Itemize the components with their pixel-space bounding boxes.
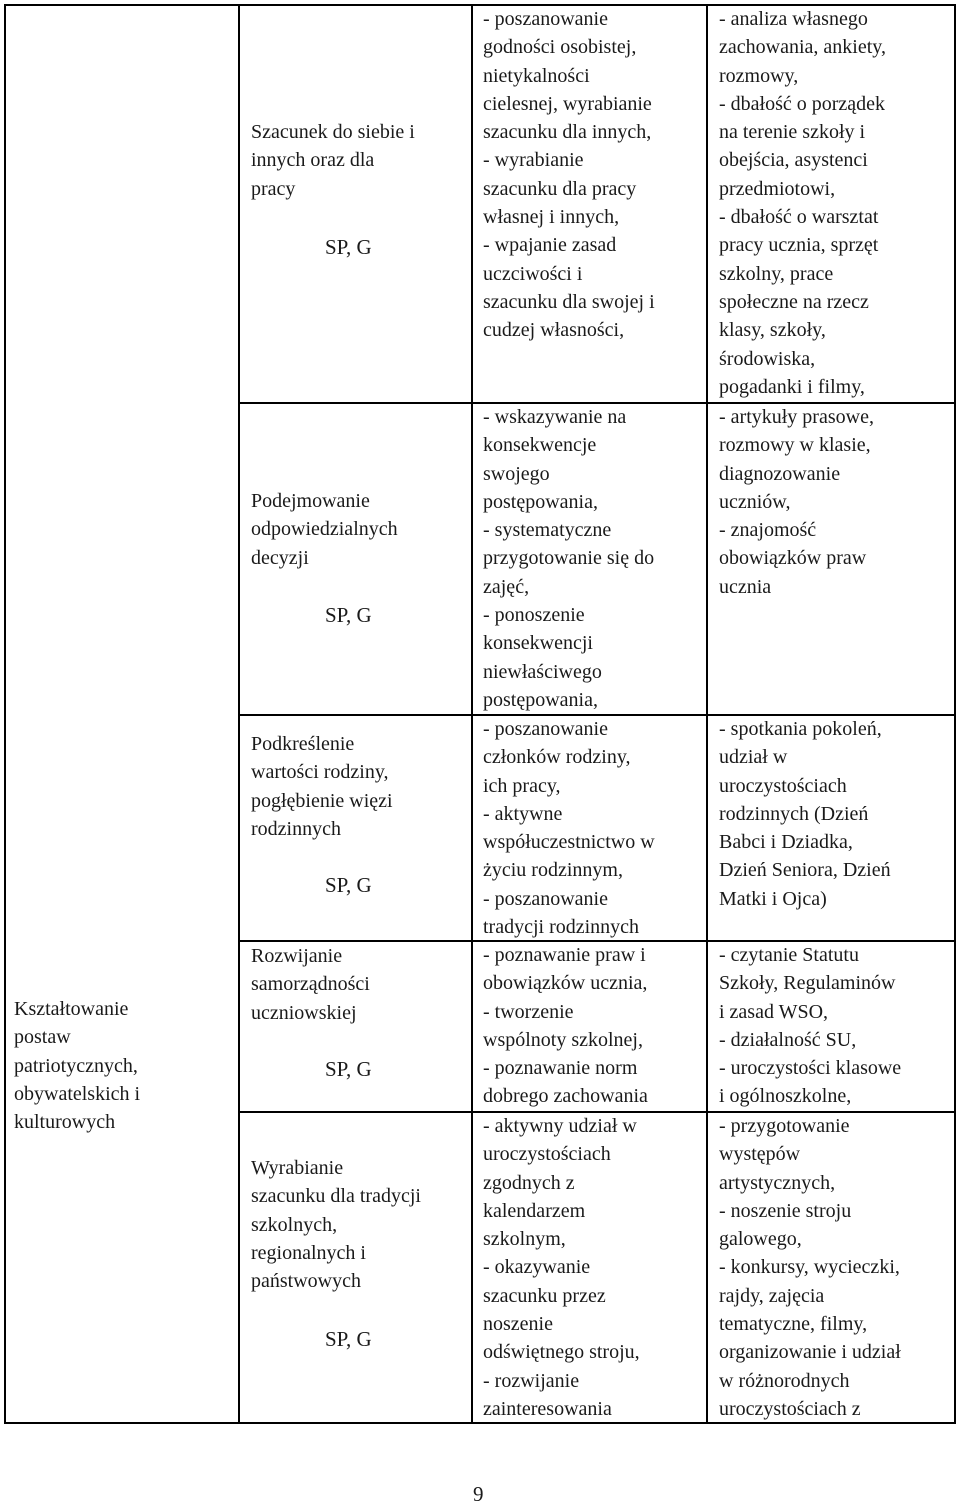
- row-title-4: Rozwijanie samorządności uczniowskiej: [251, 945, 370, 1024]
- row-code-1: SP, G: [325, 235, 372, 259]
- row-code-3: SP, G: [325, 873, 372, 897]
- row-methods-3: - spotkania pokoleń, udział w uroczystościach rodzinnych (Dzień Babci i Dziadka, Dzień Seniora, Dzień Matki i Ojca): [719, 718, 891, 910]
- row-tasks-2: - wskazywanie na konsekwencje swojego postępowania, - systematyczne przygotowanie się do zajęć, - ponoszenie konsekwencji niewłaściwego postępowania,: [483, 406, 655, 711]
- row-title-2: Podejmowanie odpowiedzialnych decyzji: [251, 490, 398, 569]
- page-number: 9: [473, 1482, 484, 1506]
- row-code-5: SP, G: [325, 1327, 372, 1351]
- section-label: Kształtowanie postaw patriotycznych, obywatelskich i kulturowych: [14, 998, 141, 1134]
- row-methods-2: - artykuły prasowe, rozmowy w klasie, diagnozowanie uczniów, - znajomość obowiązków praw ucznia: [719, 406, 874, 598]
- table-border-left: [4, 4, 6, 1424]
- row-tasks-3: - poszanowanie członków rodziny, ich pracy, - aktywne współuczestnictwo w życiu rodzinnym, - poszanowanie tradycji rodzinnych: [483, 718, 655, 939]
- row-code-2: SP, G: [325, 603, 372, 627]
- row-title-1: Szacunek do siebie i innych oraz dla pracy: [251, 121, 415, 200]
- row-tasks-1: - poszanowanie godności osobistej, nietykalności cielesnej, wyrabianie szacunku dla innych, - wyrabianie szacunku dla pracy własnej i innych, - wpajanie zasad uczciwości i szacunku dla swojej i cudzej własności,: [483, 8, 655, 342]
- row-code-4: SP, G: [325, 1057, 372, 1081]
- row-methods-1: - analiza własnego zachowania, ankiety, rozmowy, - dbałość o porządek na terenie szkoły i obejścia, asystenci przedmiotowi, - dbałość o warsztat pracy ucznia, sprzęt szkolny, prace społeczne na rzecz klasy, szkoły, środowiska, pogadanki i filmy,: [719, 8, 886, 398]
- row-title-5: Wyrabianie szacunku dla tradycji szkolnych, regionalnych i państwowych: [251, 1157, 421, 1293]
- row-tasks-4: - poznawanie praw i obowiązków ucznia, - tworzenie wspólnoty szkolnej, - poznawanie norm dobrego zachowania: [483, 944, 648, 1108]
- row-methods-4: - czytanie Statutu Szkoły, Regulaminów i zasad WSO, - działalność SU, - uroczystości klasowe i ogólnoszkolne,: [719, 944, 902, 1108]
- row-methods-5: - przygotowanie występów artystycznych, - noszenie stroju galowego, - konkursy, wycieczki, rajdy, zajęcia tematyczne, filmy, organizowanie i udział w różnorodnych uroczystościach z: [719, 1115, 901, 1420]
- row-title-3: Podkreślenie wartości rodziny, pogłębienie więzi rodzinnych: [251, 733, 393, 840]
- row-tasks-5: - aktywny udział w uroczystościach zgodnych z kalendarzem szkolnym, - okazywanie szacunku przez noszenie odświętnego stroju, - rozwijanie zainteresowania: [483, 1115, 640, 1420]
